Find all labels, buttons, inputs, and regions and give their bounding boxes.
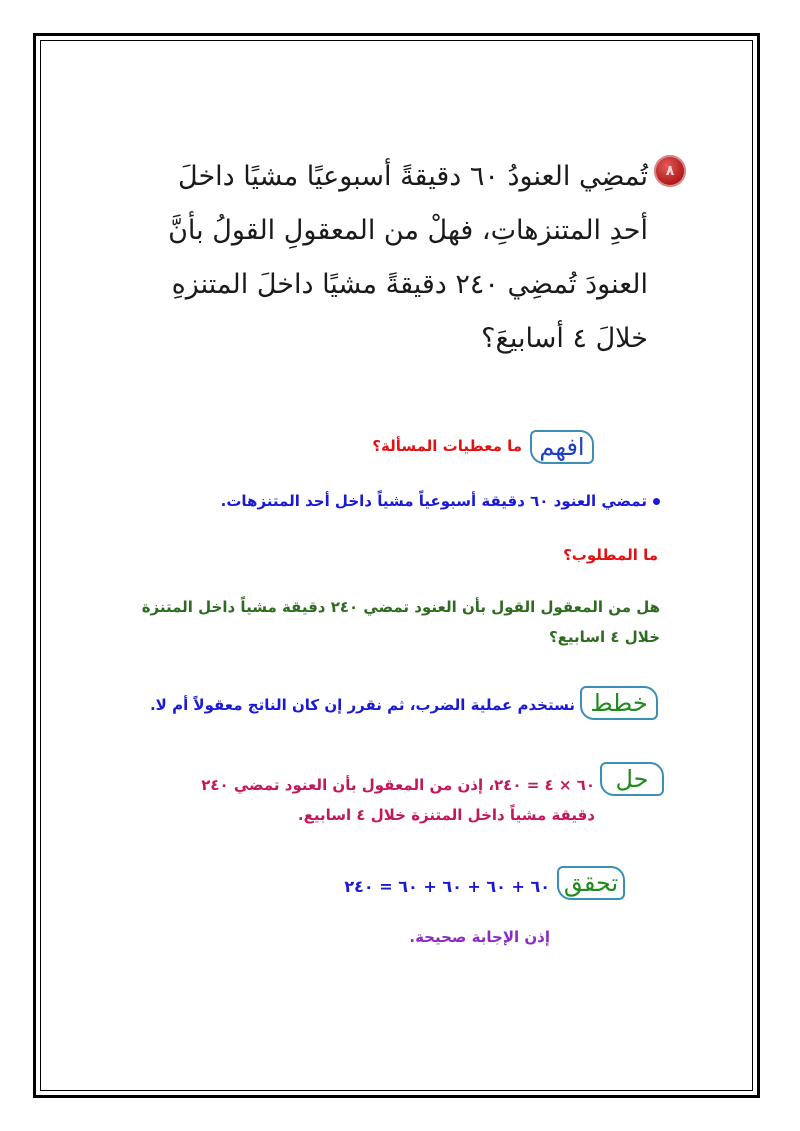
- required-heading: ما المطلوب؟: [563, 546, 658, 564]
- plan-text: نستخدم عملية الضرب، ثم نقرر إن كان الناتج معقولاً أم لا.: [149, 696, 575, 714]
- required-line: هل من المعقول القول بأن العنود تمضي ٢٤٠ دقيقة مشياً داخل المتنزة: [141, 598, 660, 616]
- solve-tag: حل: [600, 762, 664, 796]
- required-line: خلال ٤ اسابيع؟: [548, 628, 660, 646]
- understand-tag: افهم: [530, 430, 594, 464]
- solve-line: دقيقة مشياً داخل المتنزة خلال ٤ اسابيع.: [297, 806, 595, 824]
- solve-line: ٦٠ × ٤ = ٢٤٠، إذن من المعقول بأن العنود تمضي ٢٤٠: [201, 776, 595, 794]
- question-number-badge: ٨: [654, 155, 686, 187]
- question-text: [110, 150, 648, 366]
- question-line: خلالَ ٤ أسابيعَ؟: [481, 323, 648, 354]
- bullet-icon: [653, 498, 660, 505]
- question-line: العنودَ تُمضِي ٢٤٠ دقيقةً مشيًا داخلَ المتنزهِ: [171, 269, 648, 300]
- question-line: أحدِ المتنزهاتِ، فهلْ من المعقولِ القولُ بأنَّ: [168, 215, 648, 246]
- understand-heading: ما معطيات المسألة؟: [372, 437, 522, 455]
- given-bullet: [120, 486, 660, 516]
- check-conclusion: إذن الإجابة صحيحة.: [409, 928, 550, 946]
- check-equation: ٦٠ + ٦٠ + ٦٠ + ٦٠ = ٢٤٠: [344, 877, 550, 896]
- given-text: تمضي العنود ٦٠ دقيقة أسبوعياً مشياً داخل أحد المتنزهات.: [220, 492, 647, 510]
- question-line: تُمضِي العنودُ ٦٠ دقيقةً أسبوعيًا مشيًا داخلَ: [178, 161, 648, 192]
- check-tag: تحقق: [557, 866, 625, 900]
- plan-tag: خطط: [580, 686, 658, 720]
